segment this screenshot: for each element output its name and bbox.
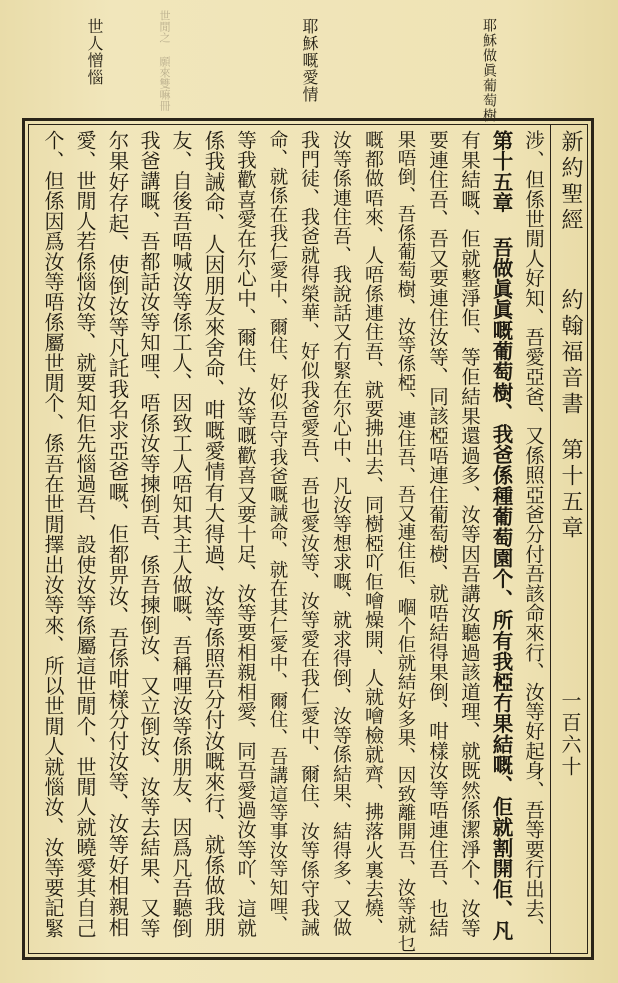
text-column: 係我誡命、人因朋友來舍命、咁嘅愛情有大得過、汝等係照吾分付汝嘅來行、就係做我朋: [201, 130, 225, 938]
text-column: 命、就係在我仁愛中、爾住、好似吾守我爸嘅誡命、就在其仁愛中、爾住、吾講這等事汝等知哩、: [267, 130, 288, 935]
text-column: 等我歡喜愛在尔心中、爾住、汝等嘅歡喜又要十足、汝等要相親相愛、同吾愛過汝等吖、這就: [234, 130, 257, 938]
text-column: 我門徒、我爸就得榮華、好似我爸愛吾、吾也愛汝等、汝等愛在我仁愛中、爾住、汝等係守我誡: [298, 130, 320, 937]
text-column: 友、自後吾唔喊汝等係工人、因致工人唔知其主人做嘅、吾稱哩汝等係朋友、因爲凡吾聽倒: [169, 130, 193, 938]
text-column: 个、但係因爲汝等唔係屬世閒个、係吾在世閒擇出汝等來、所以世閒人就惱汝、汝等要記緊: [41, 130, 65, 938]
headnote-true-vine: 耶穌做眞葡萄樹: [481, 18, 497, 123]
text-column: 愛、世閒人若係惱汝等、就要知佢先惱過吾、設使汝等係屬這世閒个、世閒人就曉愛其自己: [73, 130, 97, 938]
text-column: 果唔倒、吾係葡萄樹、汝等係椏、連住吾、吾又連住佢、嗰个佢就結好多果、因致離開吾、汝等就乜: [395, 130, 416, 953]
text-column: 尔果好存起、使倒汝等凡託我名求亞爸嘅、佢都畀汝、吾係咁樣分付汝等、汝等好相親相: [105, 130, 129, 938]
text-column: 嘅都做唔來、人唔係連住吾、就要拂出去、同樹椏吖佢噲燥開、人就噲檢就齊、拂落火裏去燒、: [362, 130, 384, 937]
bleed-through-text: 世閒之 願來雙嘛冊: [158, 10, 171, 111]
chapter-title: 第十五章: [558, 438, 583, 542]
text-column: 要連住吾、吾又要連住汝等、同該椏唔連住葡萄樹、就唔結得果倒、咁樣汝等唔連住吾、也結: [426, 130, 449, 938]
text-column: 有果結嘅、佢就整淨佢、等佢結果還過多、汝等因吾講汝聽過該道理、就既然係潔淨个、汝等: [458, 130, 481, 938]
text-column: 汝等係連住吾、我說話又冇緊在尔心中、凡汝等想求嘅、就求得倒、汝等係結果、結得多、又做: [330, 130, 352, 937]
text-column: 涉、但係世閒人好知、吾愛亞爸、又係照亞爸分付吾該命來行、汝等好起身、吾等要行出去、: [522, 130, 545, 938]
headnote-world-hatred: 世人憎惱: [85, 18, 104, 86]
headnote-jesus-love: 耶穌嘅愛情: [300, 18, 319, 103]
page-number: 一百六十: [558, 690, 582, 778]
book-title: 新約聖經: [558, 130, 583, 234]
text-column: 我爸講嘅、吾都話汝等知哩、唔係汝等揀倒吾、係吾揀倒汝、又立倒汝、汝等去結果、又等: [137, 130, 161, 938]
gospel-title: 約翰福音書: [558, 288, 583, 418]
chapter-heading: 第十五章 吾做眞眞嘅葡萄樹、我爸係種葡萄園个、所有我椏冇果結嘅、佢就割開佢、凡: [489, 130, 513, 941]
